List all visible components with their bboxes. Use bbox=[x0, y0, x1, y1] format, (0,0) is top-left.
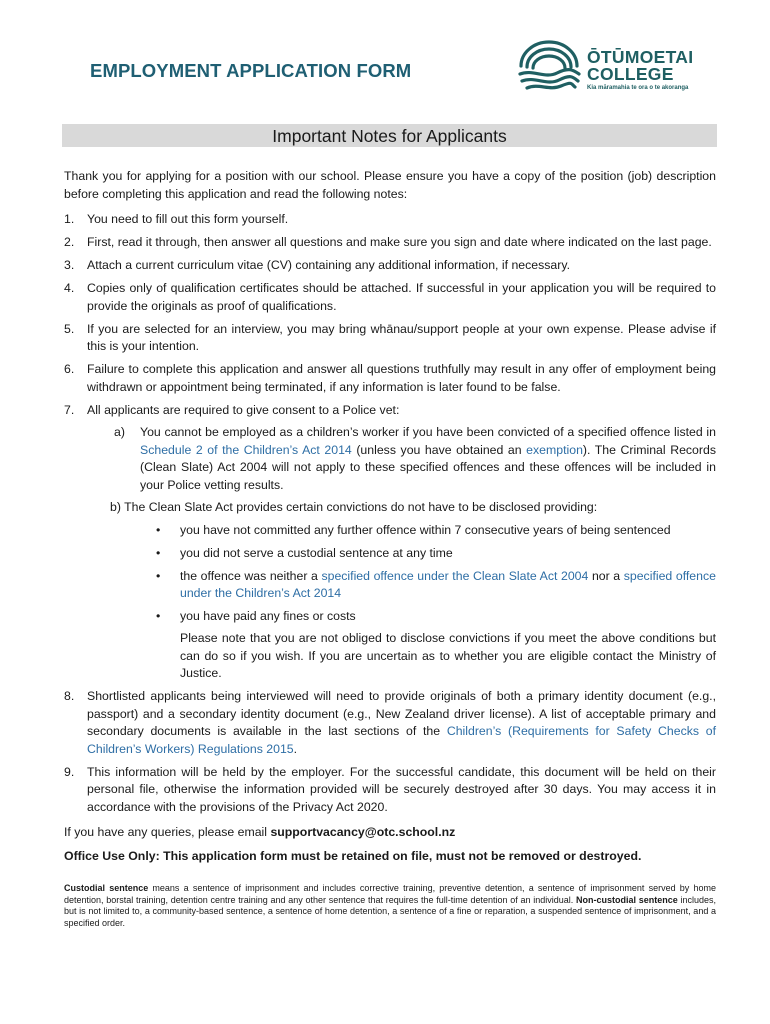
clean-slate-conditions bbox=[87, 522, 716, 626]
bullet-item: • you have paid any fines or costs bbox=[156, 609, 356, 623]
intro-paragraph: Thank you for applying for a position with our school. Please ensure you have a copy of the position (job) description before completing this application and read the following notes: bbox=[64, 169, 716, 201]
bullet-item: • you have not committed any further offence within 7 consecutive years of being sentenced bbox=[156, 522, 671, 537]
bullet-item: • you did not serve a custodial sentence at any time bbox=[156, 545, 453, 560]
notes-list bbox=[64, 211, 716, 816]
list-item: 4. Copies only of qualification certificates should be attached. If successful in your application you will be required to provide the originals as proof of qualifications. bbox=[64, 281, 716, 313]
sentence-definitions: Custodial sentence means a sentence of imprisonment and includes corrective training, preventive detention, a sentence of imprisonment served by home detention, borstal training, detention centre training and any other sentence that requires the full-time detention of an individual. Non-custodial sentence includes, but is not limited to, a community-based sentence, a sentence of home detention, a sentence of a fine or reparation, a suspended sentence of imprisonment, and a specified order. bbox=[64, 883, 716, 928]
logo-motto: Kia māramahia te ora o te akoranga bbox=[587, 85, 689, 91]
college-logo bbox=[517, 36, 707, 92]
childrens-act-offence-link[interactable]: specified offence under the Children’s Act 2014 bbox=[180, 568, 716, 600]
notes-body bbox=[64, 168, 716, 929]
exemption-link[interactable]: exemption bbox=[526, 442, 583, 457]
clean-slate-offence-link[interactable]: specified offence under the Clean Slate Act 2004 bbox=[321, 568, 589, 583]
disclosure-note: Please note that you are not obliged to disclose convictions if you meet the above conditions but can do so if you wish. If you are uncertain as to whether you are eligible contact the Ministry of Justice. bbox=[180, 631, 716, 680]
logo-emblem-icon bbox=[517, 36, 581, 92]
form-title: EMPLOYMENT APPLICATION FORM bbox=[90, 60, 412, 81]
list-item: 9. This information will be held by the employer. For the successful candidate, this document will be held on their personal file, otherwise the information provided will be securely destroyed after 30 days. You may access it in accordance with the provisions of the Privacy Act 2020. bbox=[64, 764, 716, 814]
bullet-item: • the offence was neither a specified offence under the Clean Slate Act 2004 nor a specified offence under the Children’s Act 2014 bbox=[156, 568, 716, 600]
list-item: 3. Attach a current curriculum vitae (CV) containing any additional information, if necessary. bbox=[64, 258, 570, 272]
list-item: 5. If you are selected for an interview, you may bring whānau/support people at your own expense. Please advise if this is your intention. bbox=[64, 321, 716, 353]
schedule-2-link[interactable]: Schedule 2 of the Children’s Act 2014 bbox=[140, 442, 352, 457]
sub-item-b: b) The Clean Slate Act provides certain convictions do not have to be disclosed providing: bbox=[110, 500, 598, 514]
logo-name: ŌTŪMOETAI COLLEGE bbox=[587, 47, 694, 84]
office-use-notice: Office Use Only: This application form must be retained on file, must not be removed or destroyed. bbox=[64, 848, 642, 863]
sub-item-a: a) You cannot be employed as a children’s worker if you have been convicted of a specified offence listed in Schedule 2 of the Children’s Act 2014 (unless you have obtained an exemption). The Criminal Records (Clean Slate) Act 2004 will not apply to these specified offences and these offences will be included in your Police vetting results. bbox=[114, 425, 716, 492]
queries-line: If you have any queries, please email supportvacancy@otc.school.nz bbox=[64, 825, 456, 839]
support-email[interactable]: supportvacancy@otc.school.nz bbox=[270, 825, 456, 839]
list-item: 2. First, read it through, then answer all questions and make sure you sign and date where indicated on the last page. bbox=[64, 235, 712, 249]
list-item: 1. You need to fill out this form yourself. bbox=[64, 212, 289, 226]
list-item: 8. Shortlisted applicants being interviewed will need to provide originals of both a primary identity document (e.g., passport) and a secondary identity document (e.g., New Zealand driver license). A list of acceptable primary and secondary documents is available in the last sections of the Children’s (Requirements for Safety Checks of Children’s Workers) Regulations 2015. bbox=[64, 689, 716, 756]
notes-title: Important Notes for Applicants bbox=[272, 126, 507, 146]
notes-banner bbox=[62, 124, 717, 147]
regulations-link[interactable]: Children’s (Requirements for Safety Checks of Children’s Workers) Regulations 2015 bbox=[87, 724, 716, 756]
list-item-police-vet: 7. All applicants are required to give consent to a Police vet: a) You cannot be employed as a children’s worker if you have been convicted of a specified offence listed in Schedule 2 of the Children’s Act 2014 (unless you have obtained an exemption). The Criminal Records (Clean Slate) Act 2004 will not apply to these specified offences and these offences will be included in your Police vetting results. b) The Clean Slate Act provides certain convictions do not have to be disclosed providing: • you have not committed any further offence within 7 consecutive years of being sentenced • you did not serve a custodial sentence at any time • the offence was neither a specified offence under the Clean Slate Act 2004 nor a specified offence under the Children’s Act 2014 • you have paid any fines or costs Please note that you are not obliged to disclose convictions if you meet the above conditions but can do so if you wish. If you are uncertain as to whether you are eligible contact the Ministry of Justice. bbox=[64, 402, 716, 683]
list-item: 6. Failure to complete this application and answer all questions truthfully may result in any offer of employment being withdrawn or appointment being terminated, if any information is later found to be false. bbox=[64, 362, 716, 394]
